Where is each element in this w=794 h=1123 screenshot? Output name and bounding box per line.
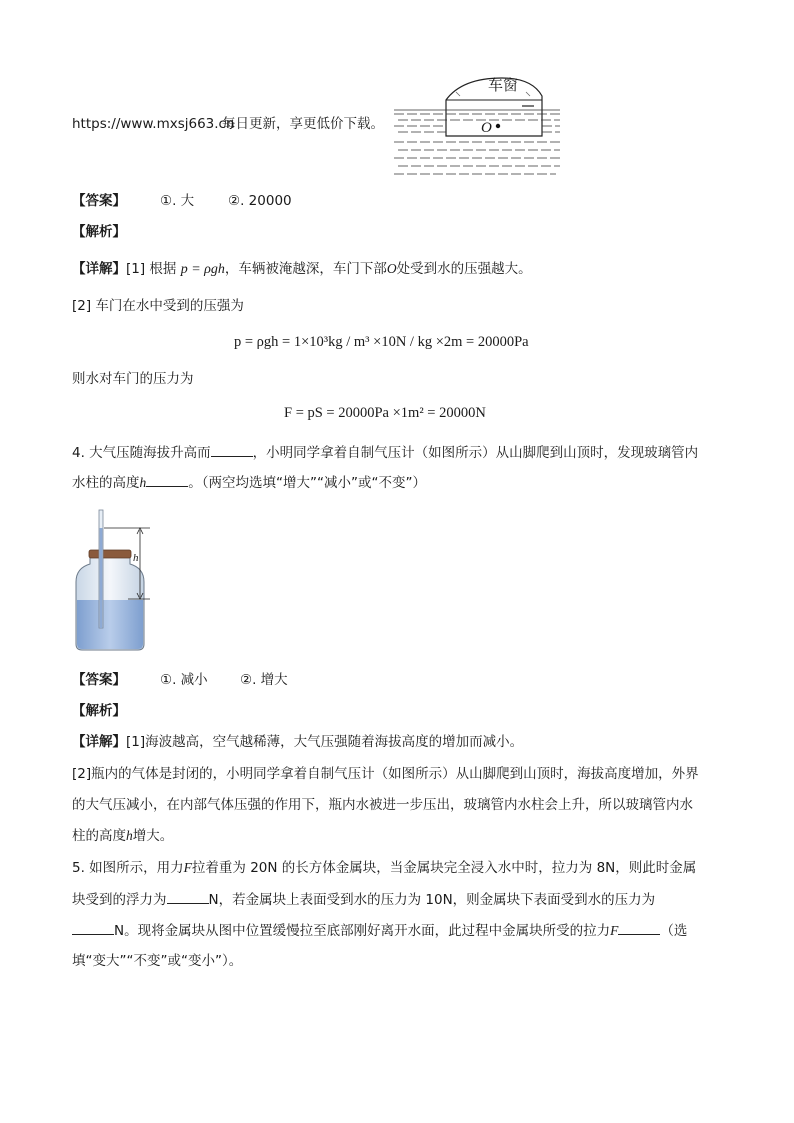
q4-detail-1: 【详解】[1]海波越高，空气越稀薄，大气压强随着海拔高度的增加而减小。	[72, 734, 524, 750]
height-label: h	[133, 552, 139, 564]
car-window-label: 车窗	[488, 78, 519, 94]
q4-detail-2c: 柱的高度h增大。	[72, 828, 174, 844]
header-url[interactable]: https://www.mxsj663.cn	[72, 116, 235, 132]
q3-detail-2: [2] 车门在水中受到的压强为	[72, 298, 244, 314]
q3-answer-2: ②. 20000	[228, 193, 292, 209]
point-o-label: O	[481, 120, 492, 136]
q4-blank-1	[211, 442, 253, 457]
bottle-water	[77, 600, 143, 649]
tube-water-column	[100, 528, 103, 628]
q5-line3: N。现将金属块从图中位置缓慢拉至底部刚好离开水面，此过程中金属块所受的拉力F （选	[72, 920, 687, 941]
q5-line4: 填“变大”“不变”或“变小”）。	[72, 953, 243, 969]
q3-formula-pressure: p = ρgh = 1×10³kg / m³ ×10N / kg ×2m = 20000Pa	[234, 334, 529, 350]
q5-blank-2	[72, 920, 114, 935]
answer-tag: 【答案】	[72, 672, 126, 688]
q5-blank-1	[167, 889, 209, 904]
q3-detail-1: 【详解】[1] 根据 p = ρgh，车辆被淹越深，车门下部O处受到水的压强越大。	[72, 261, 532, 277]
q5-line1: 5. 如图所示，用力F拉着重为 20N 的长方体金属块，当金属块完全浸入水中时，拉力为 8N，则此时金属	[72, 860, 697, 876]
analysis-tag: 【解析】	[72, 703, 126, 719]
barometer-figure	[68, 508, 158, 658]
q3-formula-force: F = pS = 20000Pa ×1m² = 20000N	[284, 405, 486, 421]
answer-tag: 【答案】	[72, 193, 126, 209]
point-o-dot	[496, 124, 500, 128]
q5-line2: 块受到的浮力为 N，若金属块上表面受到水的压力为 10N，则金属块下表面受到水的压力为	[72, 889, 655, 910]
analysis-tag: 【解析】	[72, 224, 126, 240]
bottle-stopper	[89, 550, 131, 558]
q3-answer-1: ①. 大	[160, 193, 195, 209]
q3-force-line: 则水对车门的压力为	[72, 371, 194, 387]
q4-stem-line1: 4. 大气压随海拔升高而 ，小明同学拿着自制气压计（如图所示）从山脚爬到山顶时，发现玻璃管内	[72, 442, 698, 463]
q5-blank-3	[618, 920, 660, 935]
q4-blank-2	[146, 472, 188, 487]
car-window-figure	[392, 70, 562, 178]
header-notice: 每日更新，享更低价下载。	[222, 116, 384, 132]
q4-answer-2: ②. 增大	[240, 672, 288, 688]
q4-answer-1: ①. 减小	[160, 672, 208, 688]
q4-detail-2b: 的大气压减小，在内部气体压强的作用下，瓶内水被进一步压出，玻璃管内水柱会上升，所以玻璃管内水	[72, 797, 693, 813]
q4-detail-2a: [2]瓶内的气体是封闭的，小明同学拿着自制气压计（如图所示）从山脚爬到山顶时，海拔高度增加，外界	[72, 766, 699, 782]
q4-stem-line2: 水柱的高度h 。（两空均选填“增大”“减小”或“不变”）	[72, 472, 426, 493]
formula-inline: p = ρgh	[180, 262, 225, 277]
